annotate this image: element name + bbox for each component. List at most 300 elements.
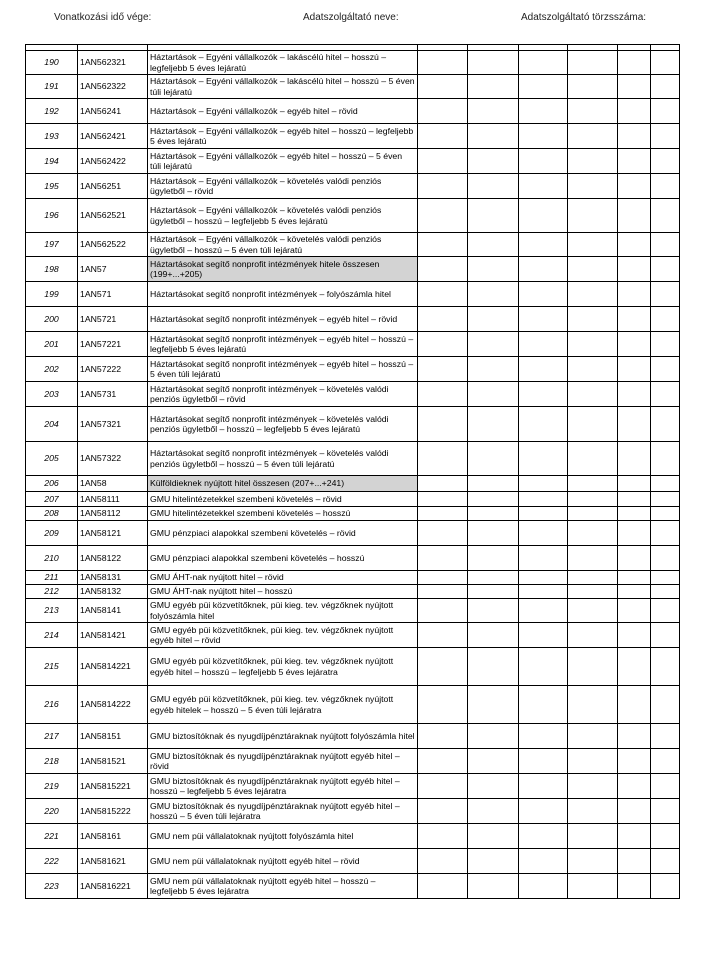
row-number: 217 bbox=[26, 724, 78, 749]
value-cell[interactable] bbox=[651, 686, 680, 724]
table-row bbox=[26, 521, 680, 546]
table-row bbox=[26, 99, 680, 124]
data-table bbox=[25, 44, 680, 899]
value-cell[interactable] bbox=[568, 282, 618, 307]
value-cell[interactable] bbox=[418, 599, 468, 623]
row-number: 207 bbox=[26, 492, 78, 507]
value-cell[interactable] bbox=[568, 99, 618, 124]
value-cell[interactable] bbox=[651, 332, 680, 357]
value-cell[interactable] bbox=[651, 51, 680, 75]
value-cell[interactable] bbox=[519, 599, 568, 623]
value-cell[interactable] bbox=[519, 824, 568, 849]
value-cell[interactable] bbox=[618, 824, 651, 849]
row-code: 1AN58131 bbox=[78, 571, 148, 585]
value-cell[interactable] bbox=[418, 874, 468, 899]
value-cell[interactable] bbox=[519, 99, 568, 124]
value-cell[interactable] bbox=[418, 257, 468, 282]
table-row bbox=[26, 749, 680, 774]
value-cell[interactable] bbox=[418, 382, 468, 407]
value-cell[interactable] bbox=[519, 257, 568, 282]
row-code: 1AN58141 bbox=[78, 599, 148, 623]
value-cell[interactable] bbox=[519, 571, 568, 585]
value-cell[interactable] bbox=[418, 99, 468, 124]
row-number: 200 bbox=[26, 307, 78, 332]
value-cell[interactable] bbox=[519, 749, 568, 774]
row-description: GMU biztosítóknak és nyugdíjpénztáraknak nyújtott egyéb hitel – hosszú – legfeljebb 5 éves lejáratra bbox=[148, 774, 418, 799]
value-cell[interactable] bbox=[618, 874, 651, 899]
row-code: 1AN58121 bbox=[78, 521, 148, 546]
value-cell[interactable] bbox=[651, 849, 680, 874]
value-cell[interactable] bbox=[468, 282, 519, 307]
value-cell[interactable] bbox=[651, 874, 680, 899]
value-cell[interactable] bbox=[618, 149, 651, 174]
row-description: Háztartásokat segítő nonprofit intézmények – egyéb hitel – hosszú – 5 éven túli lejáratú bbox=[148, 357, 418, 382]
value-cell[interactable] bbox=[519, 849, 568, 874]
row-code: 1AN581421 bbox=[78, 623, 148, 648]
row-number: 192 bbox=[26, 99, 78, 124]
value-cell[interactable] bbox=[568, 174, 618, 199]
row-number: 214 bbox=[26, 623, 78, 648]
value-cell[interactable] bbox=[468, 599, 519, 623]
value-cell[interactable] bbox=[651, 824, 680, 849]
value-cell[interactable] bbox=[418, 623, 468, 648]
table-row bbox=[26, 332, 680, 357]
value-cell[interactable] bbox=[468, 824, 519, 849]
table-row bbox=[26, 124, 680, 149]
value-cell[interactable] bbox=[468, 174, 519, 199]
value-cell[interactable] bbox=[519, 75, 568, 99]
row-number: 198 bbox=[26, 257, 78, 282]
value-cell[interactable] bbox=[418, 546, 468, 571]
value-cell[interactable] bbox=[568, 686, 618, 724]
value-cell[interactable] bbox=[568, 307, 618, 332]
value-cell[interactable] bbox=[418, 476, 468, 492]
value-cell[interactable] bbox=[468, 357, 519, 382]
value-cell[interactable] bbox=[651, 149, 680, 174]
value-cell[interactable] bbox=[568, 199, 618, 233]
value-cell[interactable] bbox=[651, 75, 680, 99]
value-cell[interactable] bbox=[519, 874, 568, 899]
value-cell[interactable] bbox=[418, 648, 468, 686]
value-cell[interactable] bbox=[651, 492, 680, 507]
table-row bbox=[26, 476, 680, 492]
value-cell[interactable] bbox=[568, 357, 618, 382]
row-number: 191 bbox=[26, 75, 78, 99]
row-description: Háztartások – Egyéni vállalkozók – követelés valódi penziós ügyletből – hosszú – legfeljebb 5 éves lejáratú bbox=[148, 199, 418, 233]
value-cell[interactable] bbox=[519, 648, 568, 686]
table-row bbox=[26, 307, 680, 332]
row-number: 206 bbox=[26, 476, 78, 492]
value-cell[interactable] bbox=[568, 492, 618, 507]
value-cell[interactable] bbox=[468, 149, 519, 174]
value-cell[interactable] bbox=[519, 799, 568, 824]
table-row bbox=[26, 407, 680, 442]
row-code: 1AN581621 bbox=[78, 849, 148, 874]
value-cell[interactable] bbox=[651, 442, 680, 476]
row-number: 196 bbox=[26, 199, 78, 233]
row-description: Háztartások – Egyéni vállalkozók – lakáscélú hitel – hosszú – 5 éven túli lejáratú bbox=[148, 75, 418, 99]
value-cell[interactable] bbox=[418, 282, 468, 307]
row-description: GMU biztosítóknak és nyugdíjpénztáraknak nyújtott folyószámla hitel bbox=[148, 724, 418, 749]
value-cell[interactable] bbox=[418, 174, 468, 199]
value-cell[interactable] bbox=[568, 774, 618, 799]
value-cell[interactable] bbox=[618, 174, 651, 199]
value-cell[interactable] bbox=[418, 686, 468, 724]
row-number: 195 bbox=[26, 174, 78, 199]
table-row bbox=[26, 51, 680, 75]
value-cell[interactable] bbox=[651, 521, 680, 546]
value-cell[interactable] bbox=[519, 546, 568, 571]
value-cell[interactable] bbox=[418, 357, 468, 382]
value-cell[interactable] bbox=[618, 407, 651, 442]
value-cell[interactable] bbox=[519, 307, 568, 332]
row-description: Háztartásokat segítő nonprofit intézmények – egyéb hitel – hosszú – legfeljebb 5 éves lejáratú bbox=[148, 332, 418, 357]
value-cell[interactable] bbox=[519, 174, 568, 199]
value-cell[interactable] bbox=[618, 233, 651, 257]
value-cell[interactable] bbox=[618, 382, 651, 407]
row-code: 1AN5815222 bbox=[78, 799, 148, 824]
value-cell[interactable] bbox=[651, 307, 680, 332]
row-code: 1AN57221 bbox=[78, 332, 148, 357]
value-cell[interactable] bbox=[651, 724, 680, 749]
row-code: 1AN5814221 bbox=[78, 648, 148, 686]
value-cell[interactable] bbox=[651, 99, 680, 124]
value-cell[interactable] bbox=[418, 492, 468, 507]
value-cell[interactable] bbox=[568, 332, 618, 357]
value-cell[interactable] bbox=[418, 824, 468, 849]
value-cell[interactable] bbox=[519, 774, 568, 799]
value-cell[interactable] bbox=[418, 149, 468, 174]
value-cell[interactable] bbox=[418, 571, 468, 585]
value-cell[interactable] bbox=[468, 233, 519, 257]
value-cell[interactable] bbox=[651, 623, 680, 648]
value-cell[interactable] bbox=[618, 51, 651, 75]
value-cell[interactable] bbox=[568, 124, 618, 149]
value-cell[interactable] bbox=[418, 332, 468, 357]
value-cell[interactable] bbox=[568, 749, 618, 774]
row-number: 213 bbox=[26, 599, 78, 623]
row-number: 190 bbox=[26, 51, 78, 75]
value-cell[interactable] bbox=[651, 476, 680, 492]
value-cell[interactable] bbox=[418, 507, 468, 521]
row-code: 1AN581521 bbox=[78, 749, 148, 774]
row-description: Háztartások – Egyéni vállalkozók – lakáscélú hitel – hosszú – legfeljebb 5 éves lejáratú bbox=[148, 51, 418, 75]
value-cell[interactable] bbox=[618, 774, 651, 799]
row-number: 222 bbox=[26, 849, 78, 874]
value-cell[interactable] bbox=[519, 724, 568, 749]
value-cell[interactable] bbox=[618, 199, 651, 233]
value-cell[interactable] bbox=[651, 774, 680, 799]
value-cell[interactable] bbox=[418, 307, 468, 332]
value-cell[interactable] bbox=[468, 849, 519, 874]
row-code: 1AN57222 bbox=[78, 357, 148, 382]
value-cell[interactable] bbox=[418, 849, 468, 874]
row-description: Háztartásokat segítő nonprofit intézmények – követelés valódi penziós ügyletből – hosszú – 5 éven túli lejáratú bbox=[148, 442, 418, 476]
value-cell[interactable] bbox=[618, 623, 651, 648]
row-number: 216 bbox=[26, 686, 78, 724]
row-code: 1AN562321 bbox=[78, 51, 148, 75]
value-cell[interactable] bbox=[618, 357, 651, 382]
row-description: Háztartások – Egyéni vállalkozók – követelés valódi penziós ügyletből – rövid bbox=[148, 174, 418, 199]
value-cell[interactable] bbox=[651, 257, 680, 282]
value-cell[interactable] bbox=[418, 75, 468, 99]
row-code: 1AN562322 bbox=[78, 75, 148, 99]
value-cell[interactable] bbox=[418, 799, 468, 824]
value-cell[interactable] bbox=[618, 282, 651, 307]
value-cell[interactable] bbox=[618, 724, 651, 749]
value-cell[interactable] bbox=[651, 199, 680, 233]
value-cell[interactable] bbox=[568, 849, 618, 874]
value-cell[interactable] bbox=[568, 571, 618, 585]
row-code: 1AN5816221 bbox=[78, 874, 148, 899]
value-cell[interactable] bbox=[618, 648, 651, 686]
value-cell[interactable] bbox=[618, 507, 651, 521]
value-cell[interactable] bbox=[519, 51, 568, 75]
value-cell[interactable] bbox=[468, 749, 519, 774]
value-cell[interactable] bbox=[618, 257, 651, 282]
value-cell[interactable] bbox=[468, 332, 519, 357]
value-cell[interactable] bbox=[568, 257, 618, 282]
value-cell[interactable] bbox=[418, 124, 468, 149]
table-row bbox=[26, 233, 680, 257]
row-description: GMU egyéb püi közvetítőknek, püi kieg. tev. végzőknek nyújtott egyéb hitel – rövid bbox=[148, 623, 418, 648]
value-cell[interactable] bbox=[651, 282, 680, 307]
row-description: Háztartásokat segítő nonprofit intézmények – egyéb hitel – rövid bbox=[148, 307, 418, 332]
table-row bbox=[26, 257, 680, 282]
row-code: 1AN58151 bbox=[78, 724, 148, 749]
value-cell[interactable] bbox=[519, 476, 568, 492]
value-cell[interactable] bbox=[468, 307, 519, 332]
row-description: GMU ÁHT-nak nyújtott hitel – rövid bbox=[148, 571, 418, 585]
table-row bbox=[26, 199, 680, 233]
value-cell[interactable] bbox=[651, 174, 680, 199]
value-cell[interactable] bbox=[568, 599, 618, 623]
table-row bbox=[26, 546, 680, 571]
value-cell[interactable] bbox=[468, 124, 519, 149]
row-code: 1AN58 bbox=[78, 476, 148, 492]
value-cell[interactable] bbox=[651, 546, 680, 571]
value-cell[interactable] bbox=[468, 874, 519, 899]
value-cell[interactable] bbox=[418, 585, 468, 599]
table-row bbox=[26, 282, 680, 307]
value-cell[interactable] bbox=[618, 492, 651, 507]
value-cell[interactable] bbox=[568, 546, 618, 571]
row-code: 1AN56241 bbox=[78, 99, 148, 124]
table-row bbox=[26, 507, 680, 521]
value-cell[interactable] bbox=[568, 874, 618, 899]
value-cell[interactable] bbox=[651, 507, 680, 521]
value-cell[interactable] bbox=[618, 442, 651, 476]
value-cell[interactable] bbox=[519, 282, 568, 307]
value-cell[interactable] bbox=[519, 124, 568, 149]
value-cell[interactable] bbox=[618, 476, 651, 492]
value-cell[interactable] bbox=[568, 648, 618, 686]
value-cell[interactable] bbox=[468, 257, 519, 282]
value-cell[interactable] bbox=[468, 382, 519, 407]
table-row bbox=[26, 824, 680, 849]
row-description: GMU nem püi vállalatoknak nyújtott egyéb hitel – rövid bbox=[148, 849, 418, 874]
value-cell[interactable] bbox=[568, 233, 618, 257]
value-cell[interactable] bbox=[468, 774, 519, 799]
row-code: 1AN5731 bbox=[78, 382, 148, 407]
value-cell[interactable] bbox=[618, 599, 651, 623]
value-cell[interactable] bbox=[651, 233, 680, 257]
value-cell[interactable] bbox=[651, 599, 680, 623]
value-cell[interactable] bbox=[418, 442, 468, 476]
value-cell[interactable] bbox=[468, 686, 519, 724]
table-row bbox=[26, 174, 680, 199]
row-description: GMU hitelintézetekkel szembeni követelés – hosszú bbox=[148, 507, 418, 521]
value-cell[interactable] bbox=[618, 749, 651, 774]
table-row bbox=[26, 571, 680, 585]
value-cell[interactable] bbox=[418, 774, 468, 799]
value-cell[interactable] bbox=[418, 233, 468, 257]
value-cell[interactable] bbox=[418, 749, 468, 774]
row-number: 220 bbox=[26, 799, 78, 824]
value-cell[interactable] bbox=[418, 51, 468, 75]
value-cell[interactable] bbox=[468, 546, 519, 571]
value-cell[interactable] bbox=[519, 332, 568, 357]
value-cell[interactable] bbox=[468, 585, 519, 599]
value-cell[interactable] bbox=[618, 99, 651, 124]
row-code: 1AN57 bbox=[78, 257, 148, 282]
value-cell[interactable] bbox=[468, 51, 519, 75]
row-code: 1AN5814222 bbox=[78, 686, 148, 724]
row-number: 193 bbox=[26, 124, 78, 149]
value-cell[interactable] bbox=[568, 585, 618, 599]
value-cell[interactable] bbox=[618, 521, 651, 546]
value-cell[interactable] bbox=[618, 585, 651, 599]
value-cell[interactable] bbox=[651, 571, 680, 585]
row-number: 197 bbox=[26, 233, 78, 257]
value-cell[interactable] bbox=[618, 686, 651, 724]
value-cell[interactable] bbox=[519, 357, 568, 382]
value-cell[interactable] bbox=[568, 799, 618, 824]
value-cell[interactable] bbox=[568, 623, 618, 648]
value-cell[interactable] bbox=[519, 199, 568, 233]
value-cell[interactable] bbox=[468, 199, 519, 233]
value-cell[interactable] bbox=[651, 382, 680, 407]
provider-id-label: Adatszolgáltató törzsszáma: bbox=[521, 12, 647, 23]
value-cell[interactable] bbox=[519, 149, 568, 174]
value-cell[interactable] bbox=[468, 492, 519, 507]
value-cell[interactable] bbox=[651, 799, 680, 824]
value-cell[interactable] bbox=[519, 442, 568, 476]
row-description: GMU pénzpiaci alapokkal szembeni követelés – hosszú bbox=[148, 546, 418, 571]
value-cell[interactable] bbox=[651, 749, 680, 774]
value-cell[interactable] bbox=[568, 521, 618, 546]
value-cell[interactable] bbox=[519, 492, 568, 507]
row-description: Háztartások – Egyéni vállalkozók – egyéb hitel – hosszú – 5 éven túli lejáratú bbox=[148, 149, 418, 174]
value-cell[interactable] bbox=[568, 442, 618, 476]
value-cell[interactable] bbox=[468, 799, 519, 824]
value-cell[interactable] bbox=[651, 124, 680, 149]
value-cell[interactable] bbox=[468, 99, 519, 124]
value-cell[interactable] bbox=[519, 521, 568, 546]
value-cell[interactable] bbox=[468, 75, 519, 99]
value-cell[interactable] bbox=[568, 724, 618, 749]
value-cell[interactable] bbox=[651, 648, 680, 686]
value-cell[interactable] bbox=[468, 623, 519, 648]
value-cell[interactable] bbox=[519, 585, 568, 599]
row-number: 221 bbox=[26, 824, 78, 849]
value-cell[interactable] bbox=[468, 407, 519, 442]
value-cell[interactable] bbox=[519, 233, 568, 257]
value-cell[interactable] bbox=[618, 571, 651, 585]
value-cell[interactable] bbox=[468, 442, 519, 476]
value-cell[interactable] bbox=[568, 382, 618, 407]
value-cell[interactable] bbox=[568, 51, 618, 75]
value-cell[interactable] bbox=[618, 75, 651, 99]
value-cell[interactable] bbox=[468, 507, 519, 521]
value-cell[interactable] bbox=[568, 407, 618, 442]
table-row bbox=[26, 648, 680, 686]
row-number: 210 bbox=[26, 546, 78, 571]
value-cell[interactable] bbox=[468, 648, 519, 686]
table-row bbox=[26, 442, 680, 476]
row-description: GMU nem püi vállalatoknak nyújtott folyószámla hitel bbox=[148, 824, 418, 849]
value-cell[interactable] bbox=[651, 585, 680, 599]
row-number: 209 bbox=[26, 521, 78, 546]
value-cell[interactable] bbox=[468, 521, 519, 546]
table-row bbox=[26, 382, 680, 407]
table-row bbox=[26, 585, 680, 599]
row-description: Háztartások – Egyéni vállalkozók – egyéb hitel – rövid bbox=[148, 99, 418, 124]
value-cell[interactable] bbox=[418, 521, 468, 546]
row-number: 208 bbox=[26, 507, 78, 521]
table-row bbox=[26, 599, 680, 623]
value-cell[interactable] bbox=[618, 546, 651, 571]
value-cell[interactable] bbox=[618, 332, 651, 357]
table-row bbox=[26, 774, 680, 799]
value-cell[interactable] bbox=[568, 476, 618, 492]
value-cell[interactable] bbox=[519, 407, 568, 442]
table-row bbox=[26, 724, 680, 749]
value-cell[interactable] bbox=[618, 307, 651, 332]
table-row bbox=[26, 623, 680, 648]
row-number: 201 bbox=[26, 332, 78, 357]
row-description: GMU pénzpiaci alapokkal szembeni követelés – rövid bbox=[148, 521, 418, 546]
value-cell[interactable] bbox=[519, 623, 568, 648]
row-code: 1AN56251 bbox=[78, 174, 148, 199]
value-cell[interactable] bbox=[618, 799, 651, 824]
value-cell[interactable] bbox=[651, 357, 680, 382]
row-code: 1AN58111 bbox=[78, 492, 148, 507]
row-description: Háztartásokat segítő nonprofit intézmények – követelés valódi penziós ügyletből – hosszú – legfeljebb 5 éves lejáratú bbox=[148, 407, 418, 442]
value-cell[interactable] bbox=[568, 507, 618, 521]
value-cell[interactable] bbox=[519, 382, 568, 407]
value-cell[interactable] bbox=[418, 407, 468, 442]
row-code: 1AN562421 bbox=[78, 124, 148, 149]
value-cell[interactable] bbox=[418, 199, 468, 233]
value-cell[interactable] bbox=[568, 149, 618, 174]
value-cell[interactable] bbox=[618, 849, 651, 874]
value-cell[interactable] bbox=[568, 75, 618, 99]
value-cell[interactable] bbox=[519, 507, 568, 521]
value-cell[interactable] bbox=[468, 571, 519, 585]
table-row bbox=[26, 849, 680, 874]
value-cell[interactable] bbox=[651, 407, 680, 442]
row-description: Háztartásokat segítő nonprofit intézmények – folyószámla hitel bbox=[148, 282, 418, 307]
value-cell[interactable] bbox=[568, 824, 618, 849]
value-cell[interactable] bbox=[418, 724, 468, 749]
row-description: Külföldieknek nyújtott hitel összesen (207+...+241) bbox=[148, 476, 418, 492]
value-cell[interactable] bbox=[519, 686, 568, 724]
value-cell[interactable] bbox=[468, 724, 519, 749]
row-description: Háztartások – Egyéni vállalkozók – követelés valódi penziós ügyletből – hosszú – 5 éven túli lejáratú bbox=[148, 233, 418, 257]
value-cell[interactable] bbox=[468, 476, 519, 492]
value-cell[interactable] bbox=[618, 124, 651, 149]
